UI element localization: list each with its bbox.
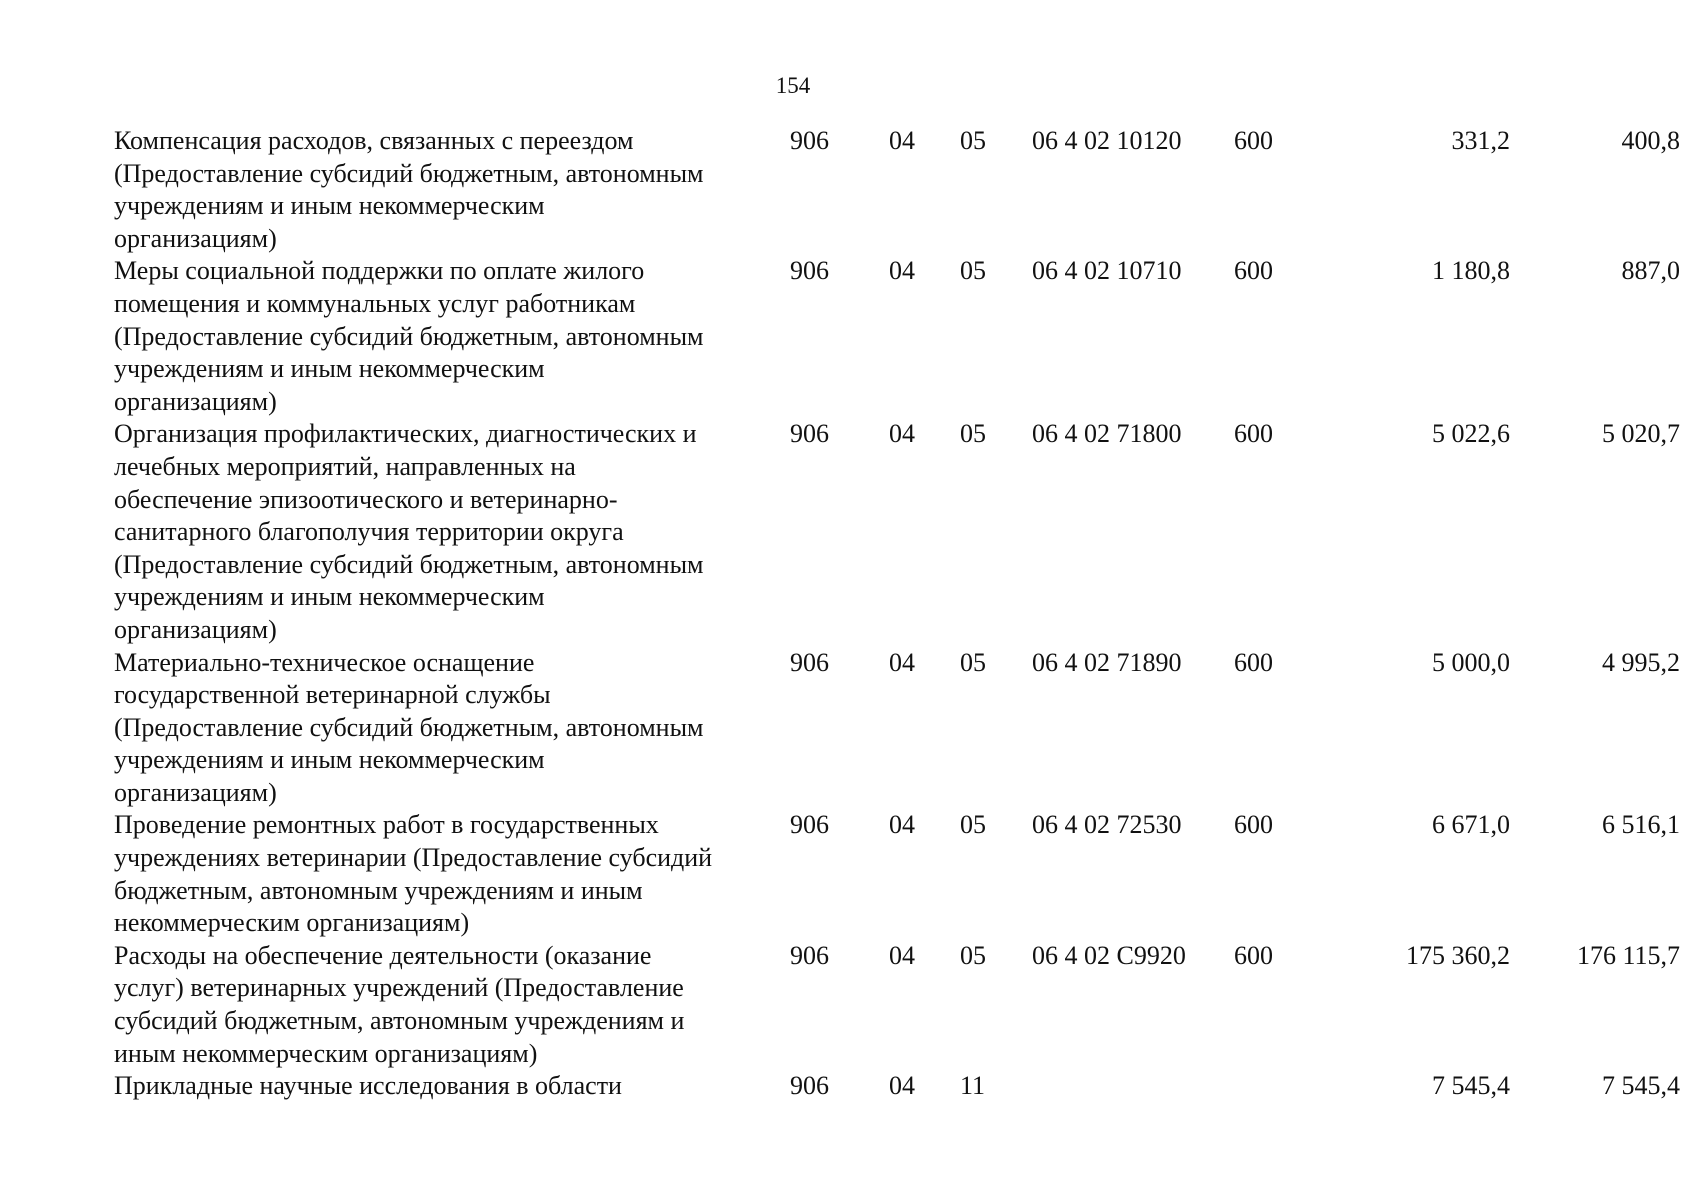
table-row — [114, 125, 1680, 255]
ved-code-cell: 906 — [790, 126, 829, 155]
subsection-code-cell: 11 — [960, 1071, 986, 1101]
expense-type-code-cell: 600 — [1234, 126, 1273, 155]
amount-year1-cell: 6 671,0 — [1432, 810, 1510, 840]
description-line: (Предоставление субсидий бюджетным, автономным — [114, 712, 704, 742]
description-line: организациям) — [114, 614, 277, 644]
amount-year2-cell: 887,0 — [1621, 256, 1680, 286]
expense-type-code-cell: 600 — [1234, 810, 1273, 840]
amount-year2-cell: 176 115,7 — [1576, 940, 1680, 970]
table-row — [114, 647, 1680, 810]
table-row — [114, 809, 1680, 939]
ved-code-cell: 906 — [790, 647, 829, 677]
amount-year1-cell: 5 022,6 — [1432, 419, 1510, 449]
budget-table — [114, 125, 1680, 1103]
subsection-code-cell: 05 — [960, 810, 986, 840]
description-line: (Предоставление субсидий бюджетным, автономным — [114, 158, 704, 188]
description-line: лечебных мероприятий, направленных на — [114, 451, 576, 481]
description-line: государственной ветеринарной службы — [114, 680, 551, 710]
amount-year1-cell: 1 180,8 — [1432, 256, 1510, 286]
target-article-code-cell: 06 4 02 72530 — [1032, 810, 1182, 840]
page-number-text: 154 — [775, 73, 811, 98]
table-row — [114, 255, 1680, 418]
row-description — [114, 1070, 774, 1103]
section-code-cell: 04 — [889, 256, 915, 286]
description-line: субсидий бюджетным, автономным учреждениям и — [114, 1006, 685, 1036]
amount-year2-cell: 400,8 — [1621, 126, 1680, 155]
expense-type-code-cell: 600 — [1234, 419, 1273, 449]
section-code-cell: 04 — [889, 647, 915, 677]
description-line: помещения и коммунальных услуг работникам — [114, 288, 636, 318]
target-article-code-cell: 06 4 02 С9920 — [1032, 940, 1186, 970]
ved-code-cell: 906 — [790, 256, 829, 286]
amount-year2-cell: 7 545,4 — [1602, 1071, 1680, 1101]
subsection-code-cell: 05 — [960, 126, 986, 155]
description-line: Прикладные научные исследования в области — [114, 1071, 622, 1101]
amount-year1-cell: 331,2 — [1451, 126, 1510, 155]
target-article-code-cell: 06 4 02 10120 — [1032, 126, 1182, 155]
target-article-code-cell: 06 4 02 71800 — [1032, 419, 1182, 449]
description-line: Организация профилактических, диагностических и — [114, 419, 697, 449]
description-line: организациям) — [114, 777, 277, 807]
description-line: Компенсация расходов, связанных с переездом — [114, 126, 634, 155]
description-line: учреждениям и иным некоммерческим — [114, 582, 545, 612]
description-line: Расходы на обеспечение деятельности (оказание — [114, 940, 652, 970]
row-description — [114, 255, 774, 418]
description-line: Меры социальной поддержки по оплате жилого — [114, 256, 645, 286]
row-description — [114, 125, 774, 255]
target-article-code-cell: 06 4 02 71890 — [1032, 647, 1182, 677]
amount-year1-cell: 175 360,2 — [1406, 940, 1510, 970]
section-code-cell: 04 — [889, 940, 915, 970]
description-line: организациям) — [114, 223, 277, 253]
description-line: Материально-техническое оснащение — [114, 647, 535, 677]
amount-year2-cell: 6 516,1 — [1602, 810, 1680, 840]
row-description — [114, 940, 774, 1070]
amount-year1-cell: 7 545,4 — [1432, 1071, 1510, 1101]
description-line: бюджетным, автономным учреждениям и иным — [114, 875, 643, 905]
ved-code-cell: 906 — [790, 419, 829, 449]
expense-type-code-cell: 600 — [1234, 940, 1273, 970]
description-line: обеспечение эпизоотического и ветеринарно- — [114, 484, 618, 514]
row-description — [114, 647, 774, 810]
ved-code-cell: 906 — [790, 940, 829, 970]
description-line: учреждениям и иным некоммерческим — [114, 354, 545, 384]
description-line: санитарного благополучия территории округа — [114, 517, 624, 547]
amount-year2-cell: 4 995,2 — [1602, 647, 1680, 677]
description-line: организациям) — [114, 386, 277, 416]
subsection-code-cell: 05 — [960, 940, 986, 970]
description-line: иным некоммерческим организациям) — [114, 1038, 538, 1068]
section-code-cell: 04 — [889, 810, 915, 840]
description-line: Проведение ремонтных работ в государственных — [114, 810, 659, 840]
description-line: учреждениям и иным некоммерческим — [114, 745, 545, 775]
expense-type-code-cell: 600 — [1234, 647, 1273, 677]
expense-type-code-cell: 600 — [1234, 256, 1273, 286]
section-code-cell: 04 — [889, 126, 915, 155]
description-line: учреждениям и иным некоммерческим — [114, 191, 545, 221]
row-description — [114, 809, 774, 939]
row-description — [114, 418, 774, 646]
page-number — [0, 72, 1698, 100]
table-row — [114, 1070, 1680, 1103]
amount-year1-cell: 5 000,0 — [1432, 647, 1510, 677]
ved-code-cell: 906 — [790, 1071, 829, 1101]
subsection-code-cell: 05 — [960, 419, 986, 449]
target-article-code-cell: 06 4 02 10710 — [1032, 256, 1182, 286]
table-row — [114, 418, 1680, 646]
ved-code-cell: 906 — [790, 810, 829, 840]
description-line: услуг) ветеринарных учреждений (Предоставление — [114, 973, 684, 1003]
section-code-cell: 04 — [889, 419, 915, 449]
description-line: некоммерческим организациям) — [114, 908, 470, 938]
section-code-cell: 04 — [889, 1071, 915, 1101]
amount-year2-cell: 5 020,7 — [1602, 419, 1680, 449]
table-row — [114, 940, 1680, 1070]
description-line: (Предоставление субсидий бюджетным, автономным — [114, 549, 704, 579]
subsection-code-cell: 05 — [960, 256, 986, 286]
description-line: учреждениях ветеринарии (Предоставление субсидий — [114, 843, 713, 873]
subsection-code-cell: 05 — [960, 647, 986, 677]
description-line: (Предоставление субсидий бюджетным, автономным — [114, 321, 704, 351]
